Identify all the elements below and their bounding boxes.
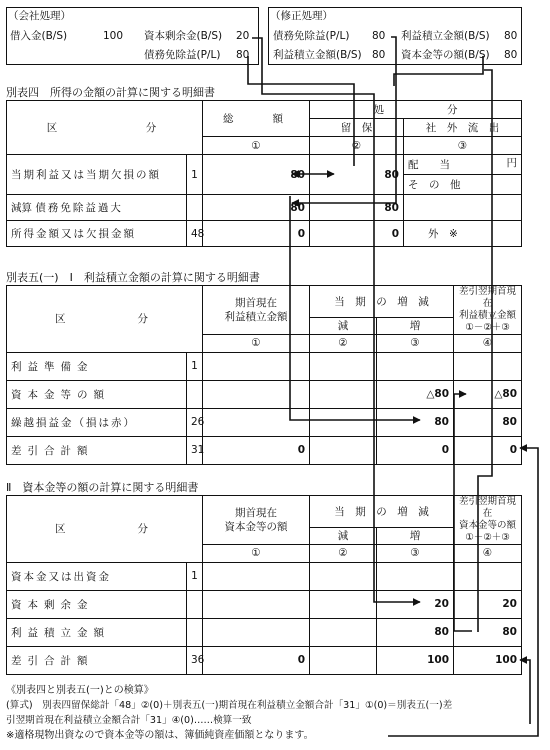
- schedule4-other-label: そ の 他: [404, 175, 472, 195]
- correction-credit2-label: 資本金等の額(B/S): [401, 49, 490, 61]
- correction-credit2-value: 80: [504, 49, 518, 61]
- schedule5-1-header-change: 当 期 の 増 減: [310, 286, 454, 318]
- schedule4-col3: ③: [404, 137, 522, 155]
- schedule4-table: [6, 100, 522, 247]
- correction-credit1-label: 利益積立金額(B/S): [401, 30, 490, 42]
- schedule4-gai: 外 ※: [404, 221, 522, 247]
- company-debit-label: 借入金(B/S): [10, 30, 68, 42]
- correction-debit1-label: 債務免除益(P/L): [273, 30, 350, 42]
- schedule4-header-disposal: 処 分: [310, 101, 522, 119]
- correction-credit1-value: 80: [504, 30, 518, 42]
- schedule5-2-col1: ①: [203, 544, 310, 562]
- schedule5-1-row2-closing: △80: [454, 380, 522, 408]
- schedule4-row3-total: 0: [203, 221, 310, 247]
- schedule5-2-row2-label: 資本剰余金: [7, 590, 187, 618]
- correction-debit1-value: 80: [372, 30, 386, 42]
- schedule4-row1-no: 1: [187, 155, 203, 195]
- schedule5-1-row1-no: 1: [187, 352, 203, 380]
- schedule5-2-row2-closing: 20: [454, 590, 522, 618]
- schedule4-row3-no: 48: [187, 221, 203, 247]
- schedule5-2-row4-label: 差引合計額: [7, 646, 187, 674]
- schedule5-1-header-opening: 期首現在 利益積立金額: [203, 286, 310, 335]
- schedule5-1-row1-label: 利益準備金: [7, 352, 187, 380]
- schedule5-2-row4-no: 36: [187, 646, 203, 674]
- schedule5-1-header-closing: 差引翌期首現在 利益積立金額 ①－②＋③: [454, 286, 522, 335]
- schedule5-2-row1-no: 1: [187, 562, 203, 590]
- schedule5-2-header-increase: 増: [377, 528, 454, 544]
- schedule4-row1-retained: 80: [310, 155, 404, 195]
- schedule5-2-header-closing: 差引翌期首現在 資本金等の額 ①－②＋③: [454, 496, 522, 545]
- schedule5-2-header-change: 当 期 の 増 減: [310, 496, 454, 528]
- schedule5-1-row3-closing: 80: [454, 408, 522, 436]
- schedule5-2-col4: ④: [454, 544, 522, 562]
- company-credit1-value: 20: [236, 30, 250, 42]
- correction-debit2-label: 利益積立金額(B/S): [273, 49, 362, 61]
- schedule5-1-row2-label: 資本金等の額: [7, 380, 187, 408]
- schedule5-2-row1-label: 資本金又は出資金: [7, 562, 187, 590]
- schedule4-row1-label: 当期利益又は当期欠損の額: [7, 155, 187, 195]
- verification-heading: 《別表四と別表五(一)との検算》: [6, 685, 154, 696]
- schedule4-row2-total: 80: [203, 195, 310, 221]
- schedule5-1-title: 別表五(一) Ⅰ 利益積立金額の計算に関する明細書: [6, 271, 260, 284]
- schedule5-2-row3-closing: 80: [454, 618, 522, 646]
- schedule4-header-outflow: 社 外 流 出: [404, 119, 522, 137]
- schedule5-1-row3-increase: 80: [377, 408, 454, 436]
- schedule4-title: 別表四 所得の金額の計算に関する明細書: [6, 86, 215, 99]
- company-credit2-label: 債務免除益(P/L): [144, 49, 221, 61]
- schedule4-header-retained: 留 保: [310, 119, 404, 137]
- schedule4-deduction-label: 減算: [11, 202, 32, 214]
- schedule5-1-header-decrease: 減: [310, 318, 377, 334]
- schedule5-1-row3-no: 26: [187, 408, 203, 436]
- schedule4-header-total: 総 額: [203, 101, 310, 137]
- schedule4-row1-total: 80: [203, 155, 310, 195]
- schedule5-2-table: [6, 495, 522, 675]
- schedule5-2-header-kubun: 区 分: [7, 496, 203, 563]
- schedule4-header-kubun: 区 分: [7, 101, 203, 155]
- company-debit-value: 100: [103, 30, 124, 42]
- schedule5-1-row4-closing: 0: [454, 436, 522, 464]
- schedule5-2-row3-label: 利益積立金額: [7, 618, 187, 646]
- verification-formula-line1: (算式) 別表四留保総計「48」②(0)＋別表五(一)期首現在利益積立金額合計「31」①(0)＝別表五(一)差: [6, 700, 453, 711]
- schedule5-2-row4-opening: 0: [203, 646, 310, 674]
- schedule4-dividend-label: 配 当: [404, 155, 472, 175]
- correction-entry-title: （修正処理）: [270, 10, 333, 22]
- company-entry-title: （会社処理）: [8, 10, 71, 22]
- schedule5-1-header-increase: 増: [377, 318, 454, 334]
- schedule4-row2-label: [7, 195, 187, 221]
- schedule5-2-header-opening: 期首現在 資本金等の額: [203, 496, 310, 545]
- schedule4-col2: ②: [310, 137, 404, 155]
- schedule5-2-header-decrease: 減: [310, 528, 377, 544]
- company-credit2-value: 80: [236, 49, 250, 61]
- schedule5-2-row4-closing: 100: [454, 646, 522, 674]
- schedule4-row3-retained: 0: [310, 221, 404, 247]
- company-credit1-label: 資本剰余金(B/S): [144, 30, 223, 42]
- verification-formula-line2: 引翌期首現在利益積立金額合計「31」④(0)……検算一致: [6, 715, 252, 726]
- schedule5-2-col3: ③: [377, 544, 454, 562]
- schedule4-row2-retained: 80: [310, 195, 404, 221]
- schedule5-1-header-kubun: 区 分: [7, 286, 203, 353]
- correction-debit2-value: 80: [372, 49, 386, 61]
- schedule4-col1: ①: [203, 137, 310, 155]
- schedule5-1-col3: ③: [377, 334, 454, 352]
- schedule5-2-row3-increase: 80: [377, 618, 454, 646]
- schedule5-1-row3-label: 繰越損益金（損は赤）: [7, 408, 187, 436]
- schedule5-1-row4-label: 差引合計額: [7, 436, 187, 464]
- schedule5-1-row2-increase: △80: [377, 380, 454, 408]
- schedule4-row2-item: 債務免除益過大: [35, 202, 123, 214]
- schedule5-1-col2: ②: [310, 334, 377, 352]
- schedule5-1-row4-increase: 0: [377, 436, 454, 464]
- schedule5-1-table: [6, 285, 522, 465]
- schedule5-2-title: Ⅱ 資本金等の額の計算に関する明細書: [6, 481, 199, 494]
- schedule4-row3-label: 所得金額又は欠損金額: [7, 221, 187, 247]
- schedule5-2-col2: ②: [310, 544, 377, 562]
- schedule5-2-row2-increase: 20: [377, 590, 454, 618]
- schedule5-1-col1: ①: [203, 334, 310, 352]
- schedule5-1-col4: ④: [454, 334, 522, 352]
- footnote: ※適格現物出資なので資本金等の額は、簿価純資産価額となります。: [6, 730, 314, 741]
- schedule5-1-row4-opening: 0: [203, 436, 310, 464]
- schedule4-yen: 円: [472, 155, 522, 175]
- schedule5-1-row4-no: 31: [187, 436, 203, 464]
- schedule5-2-row4-increase: 100: [377, 646, 454, 674]
